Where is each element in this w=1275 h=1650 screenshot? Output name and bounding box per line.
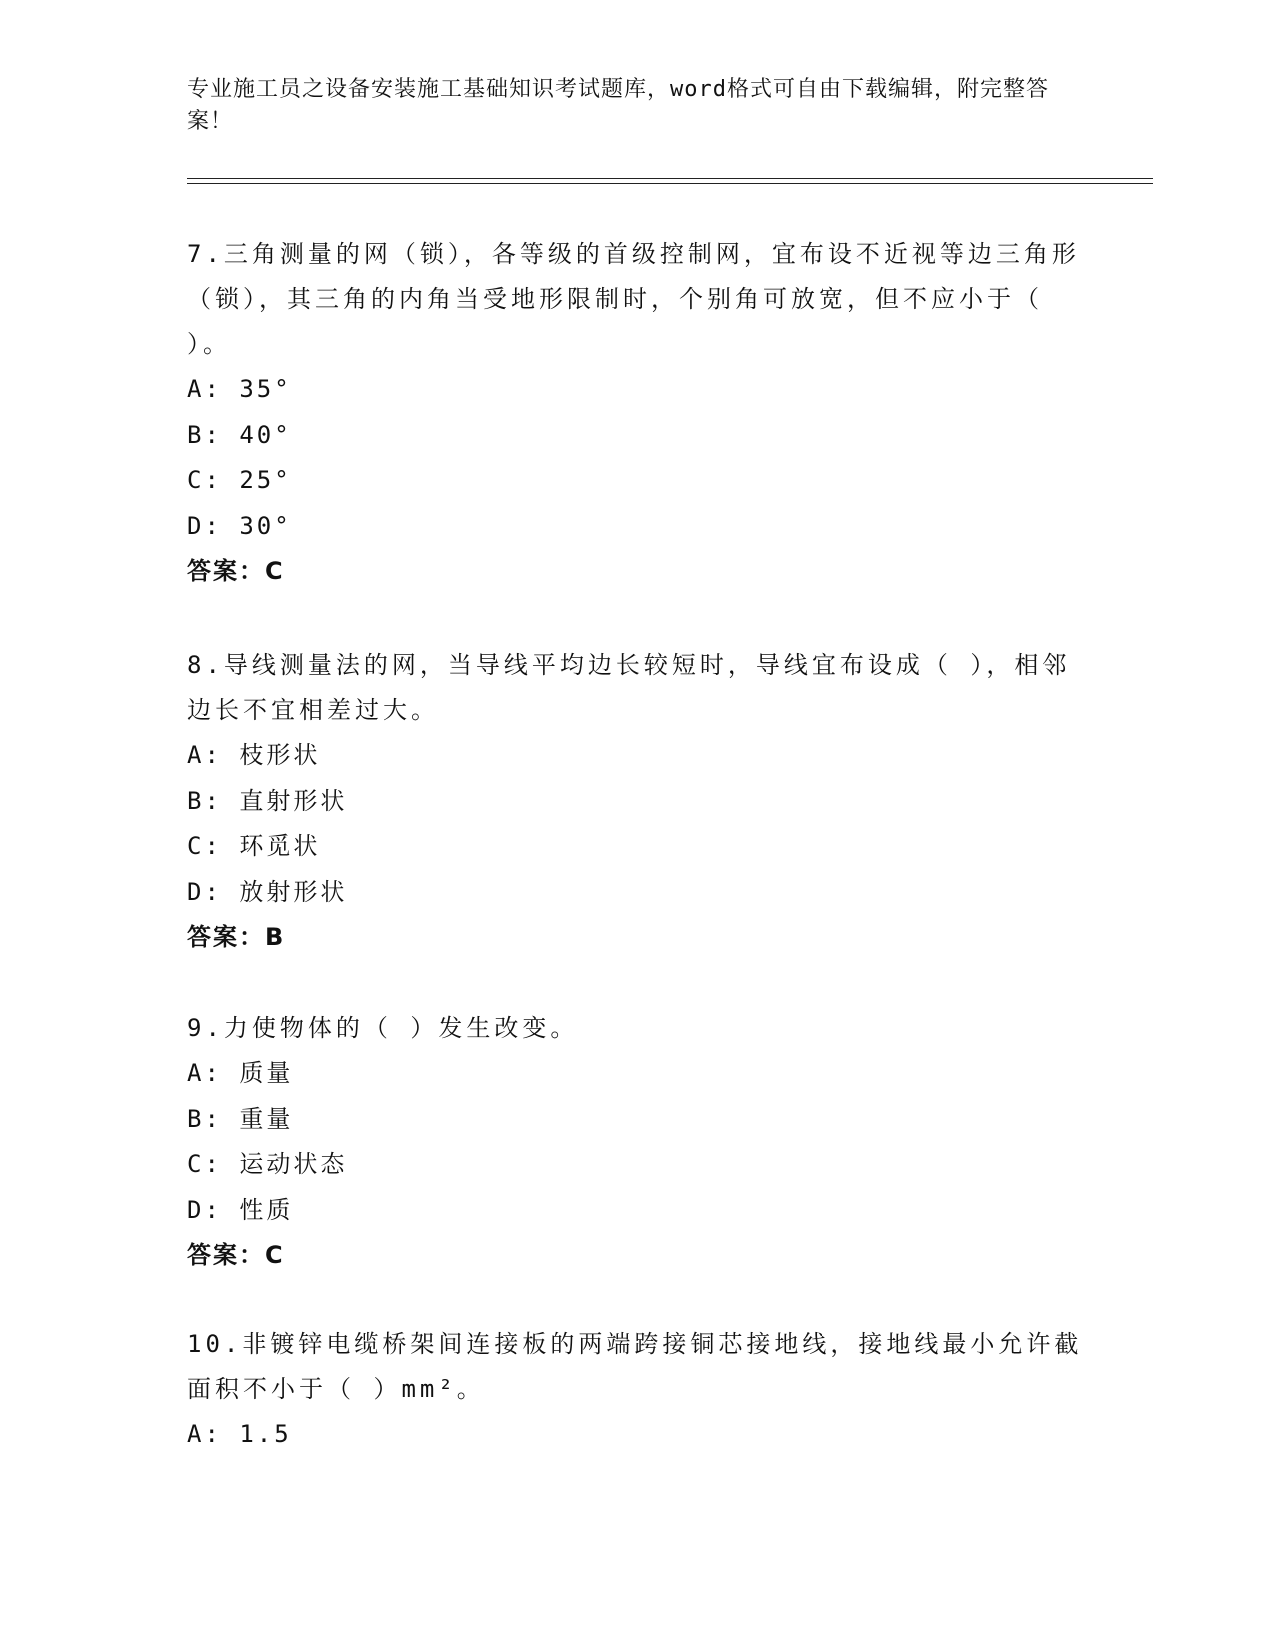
answer: 答案：C	[187, 1241, 285, 1269]
question-stem: 8.导线测量法的网，当导线平均边长较短时，导线宜布设成（ ），相邻边长不宜相差过大。	[187, 651, 1071, 724]
answer: 答案：B	[187, 923, 286, 951]
answer: 答案：C	[187, 557, 285, 585]
question-8	[187, 643, 1087, 961]
header-rule-bottom	[187, 183, 1153, 184]
option-c: C: 25°	[187, 466, 292, 494]
question-stem: 10.非镀锌电缆桥架间连接板的两端跨接铜芯接地线，接地线最小允许截面积不小于（ ）mm²。	[187, 1330, 1083, 1403]
question-7	[187, 232, 1087, 595]
option-d: D: 放射形状	[187, 877, 348, 906]
option-c: C: 运动状态	[187, 1150, 348, 1178]
question-stem: 9.力使物体的（ ）发生改变。	[187, 1014, 579, 1042]
question-10	[187, 1322, 1087, 1458]
option-a: A: 枝形状	[187, 741, 321, 769]
option-b: B: 40°	[187, 420, 292, 449]
option-a: A: 1.5	[187, 1420, 292, 1448]
header-rule-top	[187, 178, 1153, 179]
option-b: B: 重量	[187, 1104, 294, 1133]
option-b: B: 直射形状	[187, 786, 348, 815]
option-c: C: 环觅状	[187, 832, 321, 860]
option-d: D: 30°	[187, 511, 292, 540]
option-d: D: 性质	[187, 1195, 294, 1224]
document-header: 专业施工员之设备安装施工基础知识考试题库，word格式可自由下载编辑，附完整答案！	[187, 77, 1049, 134]
question-stem: 7.三角测量的网（锁），各等级的首级控制网，宜布设不近视等边三角形（锁），其三角的内角当受地形限制时，个别角可放宽，但不应小于（ ）。	[187, 240, 1080, 358]
question-9	[187, 1006, 1087, 1279]
option-a: A: 质量	[187, 1059, 294, 1087]
option-a: A: 35°	[187, 375, 292, 403]
